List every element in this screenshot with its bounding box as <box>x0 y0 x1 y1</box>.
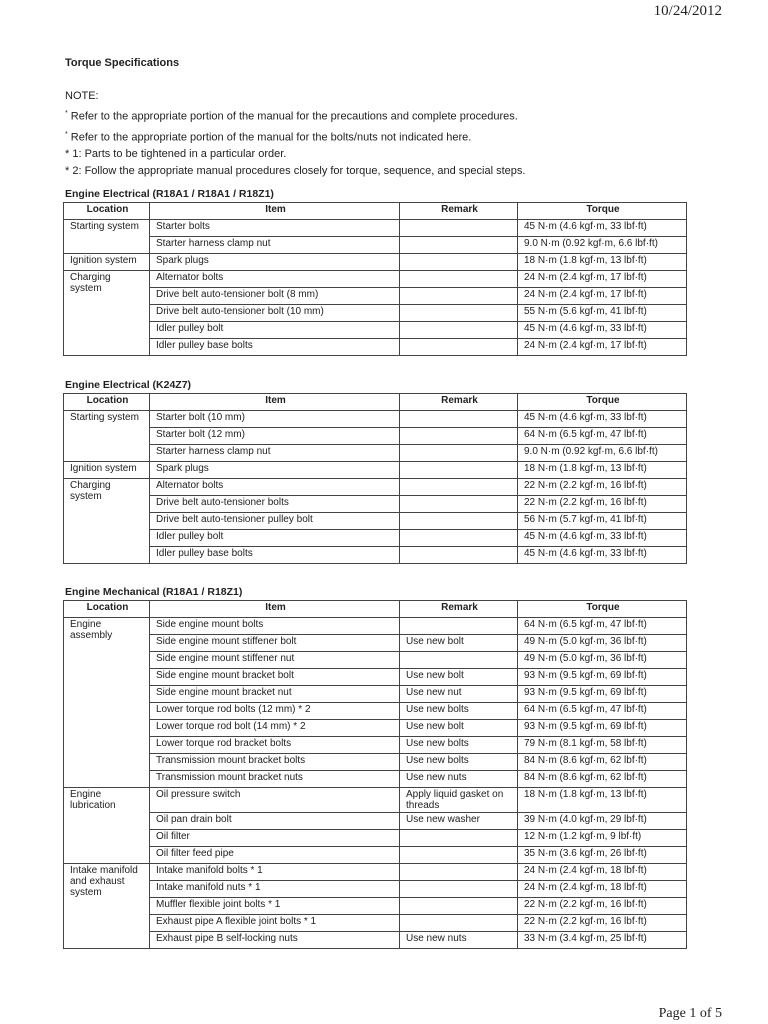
torque-cell: 24 N·m (2.4 kgf·m, 17 lbf·ft) <box>518 339 687 356</box>
item-name: Oil pan drain bolt <box>156 814 232 825</box>
column-header-remark: Remark <box>400 394 518 411</box>
item-name: Muffler flexible joint bolts <box>156 899 266 910</box>
torque-cell: 22 N·m (2.2 kgf·m, 16 lbf·ft) <box>518 898 687 915</box>
item-name: Idler pulley base bolts <box>156 548 253 559</box>
remark-cell <box>400 547 518 564</box>
table-row <box>64 479 687 496</box>
torque-table-engine-mechanical <box>63 600 687 949</box>
torque-cell: 39 N·m (4.0 kgf·m, 29 lbf·ft) <box>518 813 687 830</box>
remark-cell <box>400 652 518 669</box>
table-row <box>64 271 687 288</box>
item-name: Starter harness clamp nut <box>156 446 271 457</box>
torque-cell: 22 N·m (2.2 kgf·m, 16 lbf·ft) <box>518 479 687 496</box>
note-text: Follow the appropriate manual procedures closely for torque, sequence, and special steps. <box>84 165 526 178</box>
torque-cell: 22 N·m (2.2 kgf·m, 16 lbf·ft) <box>518 915 687 932</box>
table-row <box>64 754 687 771</box>
torque-cell: 9.0 N·m (0.92 kgf·m, 6.6 lbf·ft) <box>518 445 687 462</box>
item-name: Side engine mount bracket nut <box>156 687 292 698</box>
torque-cell: 24 N·m (2.4 kgf·m, 17 lbf·ft) <box>518 288 687 305</box>
remark-cell: Apply liquid gasket on threads <box>400 788 518 813</box>
remark-cell: Use new washer <box>400 813 518 830</box>
item-note-mark: * 2 <box>293 721 306 732</box>
torque-cell: 45 N·m (4.6 kgf·m, 33 lbf·ft) <box>518 322 687 339</box>
location-cell: Ignition system <box>64 254 150 271</box>
remark-cell: Use new bolts <box>400 737 518 754</box>
table-row <box>64 737 687 754</box>
table-row <box>64 703 687 720</box>
table-row <box>64 635 687 652</box>
header-row <box>64 601 687 618</box>
remark-cell: Use new nuts <box>400 771 518 788</box>
table-row <box>64 898 687 915</box>
table-row <box>64 915 687 932</box>
table-row <box>64 305 687 322</box>
item-name: Drive belt auto-tensioner bolt (10 mm) <box>156 306 324 317</box>
remark-cell <box>400 271 518 288</box>
item-name: Alternator bolts <box>156 480 224 491</box>
table-row <box>64 788 687 813</box>
item-cell <box>150 686 400 703</box>
item-note-mark: * 2 <box>298 704 311 715</box>
torque-cell: 49 N·m (5.0 kgf·m, 36 lbf·ft) <box>518 635 687 652</box>
column-header-location: Location <box>64 203 150 220</box>
item-name: Oil filter feed pipe <box>156 848 234 859</box>
table-row <box>64 618 687 635</box>
table-header <box>64 394 687 411</box>
item-cell <box>150 428 400 445</box>
remark-cell <box>400 530 518 547</box>
note-heading: NOTE: <box>65 90 99 102</box>
header-row <box>64 394 687 411</box>
section-title: Engine Electrical (K24Z7) <box>65 379 192 391</box>
remark-cell <box>400 462 518 479</box>
notes-block <box>65 88 525 180</box>
header-row <box>64 203 687 220</box>
item-name: Exhaust pipe A flexible joint bolts <box>156 916 302 927</box>
table-row <box>64 547 687 564</box>
torque-cell: 12 N·m (1.2 kgf·m, 9 lbf·ft) <box>518 830 687 847</box>
item-cell <box>150 754 400 771</box>
remark-cell <box>400 496 518 513</box>
torque-cell: 35 N·m (3.6 kgf·m, 26 lbf·ft) <box>518 847 687 864</box>
note-mark: * 1: <box>65 148 82 161</box>
item-cell <box>150 932 400 949</box>
item-name: Exhaust pipe B self-locking nuts <box>156 933 298 944</box>
table-row <box>64 339 687 356</box>
torque-cell: 55 N·m (5.6 kgf·m, 41 lbf·ft) <box>518 305 687 322</box>
table-row <box>64 237 687 254</box>
remark-cell: Use new bolt <box>400 635 518 652</box>
item-name: Spark plugs <box>156 463 209 474</box>
note-text: Refer to the appropriate portion of the manual for the bolts/nuts not indicated here. <box>70 131 472 144</box>
location-cell: Engine lubrication <box>64 788 150 864</box>
table-row <box>64 462 687 479</box>
table-row <box>64 686 687 703</box>
item-name: Starter bolts <box>156 221 210 232</box>
item-cell <box>150 720 400 737</box>
item-cell <box>150 411 400 428</box>
item-cell <box>150 305 400 322</box>
torque-cell: 64 N·m (6.5 kgf·m, 47 lbf·ft) <box>518 428 687 445</box>
torque-cell: 18 N·m (1.8 kgf·m, 13 lbf·ft) <box>518 462 687 479</box>
item-cell <box>150 703 400 720</box>
item-name: Side engine mount stiffener nut <box>156 653 295 664</box>
table-row <box>64 530 687 547</box>
torque-cell: 45 N·m (4.6 kgf·m, 33 lbf·ft) <box>518 411 687 428</box>
torque-cell: 93 N·m (9.5 kgf·m, 69 lbf·ft) <box>518 686 687 703</box>
item-cell <box>150 339 400 356</box>
item-cell <box>150 635 400 652</box>
item-cell <box>150 530 400 547</box>
column-header-location: Location <box>64 394 150 411</box>
table-row <box>64 288 687 305</box>
column-header-location: Location <box>64 601 150 618</box>
remark-cell <box>400 830 518 847</box>
item-name: Starter bolt (10 mm) <box>156 412 245 423</box>
item-name: Idler pulley base bolts <box>156 340 253 351</box>
item-cell <box>150 462 400 479</box>
item-name: Drive belt auto-tensioner pulley bolt <box>156 514 313 525</box>
item-cell <box>150 847 400 864</box>
torque-cell: 84 N·m (8.6 kgf·m, 62 lbf·ft) <box>518 771 687 788</box>
torque-table-engine-electrical-k24 <box>63 393 687 564</box>
item-cell <box>150 237 400 254</box>
item-cell <box>150 652 400 669</box>
remark-cell <box>400 445 518 462</box>
table-row <box>64 813 687 830</box>
item-name: Spark plugs <box>156 255 209 266</box>
table-row <box>64 830 687 847</box>
torque-cell: 49 N·m (5.0 kgf·m, 36 lbf·ft) <box>518 652 687 669</box>
item-cell <box>150 771 400 788</box>
note-mark: * 2: <box>65 165 82 178</box>
note-text: Refer to the appropriate portion of the manual for the precautions and complete procedures. <box>70 110 518 123</box>
table-row <box>64 669 687 686</box>
item-name: Starter harness clamp nut <box>156 238 271 249</box>
table-row <box>64 881 687 898</box>
torque-cell: 64 N·m (6.5 kgf·m, 47 lbf·ft) <box>518 703 687 720</box>
item-name: Intake manifold bolts <box>156 865 248 876</box>
remark-cell <box>400 847 518 864</box>
item-name: Transmission mount bracket bolts <box>156 755 306 766</box>
item-cell <box>150 271 400 288</box>
table-body <box>64 411 687 564</box>
item-cell <box>150 898 400 915</box>
note-mark: * <box>65 130 68 138</box>
remark-cell: Use new bolt <box>400 720 518 737</box>
remark-cell <box>400 428 518 445</box>
print-date: 10/24/2012 <box>653 3 722 19</box>
torque-cell: 45 N·m (4.6 kgf·m, 33 lbf·ft) <box>518 547 687 564</box>
table-row <box>64 322 687 339</box>
item-cell <box>150 618 400 635</box>
column-header-item: Item <box>150 394 400 411</box>
item-name: Intake manifold nuts <box>156 882 246 893</box>
document-title: Torque Specifications <box>65 57 180 69</box>
torque-cell: 18 N·m (1.8 kgf·m, 13 lbf·ft) <box>518 254 687 271</box>
table-row <box>64 445 687 462</box>
table-header <box>64 601 687 618</box>
torque-cell: 79 N·m (8.1 kgf·m, 58 lbf·ft) <box>518 737 687 754</box>
item-name: Transmission mount bracket nuts <box>156 772 303 783</box>
location-cell: Intake manifold and exhaust system <box>64 864 150 949</box>
torque-cell: 93 N·m (9.5 kgf·m, 69 lbf·ft) <box>518 720 687 737</box>
note-mark: * <box>65 110 68 117</box>
item-name: Lower torque rod bolt (14 mm) <box>156 721 291 732</box>
item-cell <box>150 669 400 686</box>
table-row <box>64 847 687 864</box>
torque-cell: 24 N·m (2.4 kgf·m, 18 lbf·ft) <box>518 864 687 881</box>
item-name: Drive belt auto-tensioner bolt (8 mm) <box>156 289 319 300</box>
remark-cell <box>400 864 518 881</box>
table-row <box>64 720 687 737</box>
torque-cell: 45 N·m (4.6 kgf·m, 33 lbf·ft) <box>518 220 687 237</box>
table-row <box>64 411 687 428</box>
remark-cell <box>400 237 518 254</box>
item-note-mark: * 1 <box>248 882 261 893</box>
item-note-mark: * 1 <box>303 916 317 927</box>
item-name: Lower torque rod bracket bolts <box>156 738 292 749</box>
note-text: Parts to be tightened in a particular order. <box>84 148 287 161</box>
location-cell: Engine assembly <box>64 618 150 788</box>
table-row <box>64 652 687 669</box>
item-name: Oil pressure switch <box>156 789 241 800</box>
item-cell <box>150 513 400 530</box>
torque-cell: 56 N·m (5.7 kgf·m, 41 lbf·ft) <box>518 513 687 530</box>
location-cell: Charging system <box>64 479 150 564</box>
page-number: Page 1 of 5 <box>658 1006 722 1021</box>
item-name: Idler pulley bolt <box>156 531 224 542</box>
remark-cell: Use new nut <box>400 686 518 703</box>
item-cell <box>150 788 400 813</box>
item-cell <box>150 915 400 932</box>
table-row <box>64 864 687 881</box>
torque-table-engine-electrical-r18 <box>63 202 687 356</box>
column-header-remark: Remark <box>400 203 518 220</box>
column-header-item: Item <box>150 601 400 618</box>
note-item <box>65 146 525 163</box>
item-name: Alternator bolts <box>156 272 224 283</box>
section-title: Engine Electrical (R18A1 / R18A1 / R18Z1) <box>65 188 274 200</box>
column-header-torque: Torque <box>518 394 687 411</box>
item-cell <box>150 445 400 462</box>
remark-cell <box>400 411 518 428</box>
column-header-item: Item <box>150 203 400 220</box>
remark-cell <box>400 513 518 530</box>
table-row <box>64 513 687 530</box>
remark-cell: Use new bolts <box>400 754 518 771</box>
remark-cell <box>400 479 518 496</box>
item-cell <box>150 496 400 513</box>
item-name: Side engine mount bolts <box>156 619 264 630</box>
item-cell <box>150 322 400 339</box>
note-item <box>65 163 525 180</box>
torque-cell: 24 N·m (2.4 kgf·m, 17 lbf·ft) <box>518 271 687 288</box>
item-cell <box>150 813 400 830</box>
torque-cell: 9.0 N·m (0.92 kgf·m, 6.6 lbf·ft) <box>518 237 687 254</box>
item-name: Drive belt auto-tensioner bolts <box>156 497 289 508</box>
torque-cell: 33 N·m (3.4 kgf·m, 25 lbf·ft) <box>518 932 687 949</box>
item-name: Side engine mount bracket bolt <box>156 670 294 681</box>
remark-cell <box>400 618 518 635</box>
remark-cell: Use new bolt <box>400 669 518 686</box>
item-cell <box>150 479 400 496</box>
remark-cell <box>400 339 518 356</box>
table-body <box>64 618 687 949</box>
column-header-torque: Torque <box>518 203 687 220</box>
item-name: Idler pulley bolt <box>156 323 224 334</box>
table-row <box>64 496 687 513</box>
item-cell <box>150 737 400 754</box>
column-header-remark: Remark <box>400 601 518 618</box>
item-name: Starter bolt (12 mm) <box>156 429 245 440</box>
remark-cell <box>400 288 518 305</box>
column-header-torque: Torque <box>518 601 687 618</box>
note-item <box>65 126 525 147</box>
remark-cell <box>400 254 518 271</box>
item-cell <box>150 864 400 881</box>
torque-cell: 18 N·m (1.8 kgf·m, 13 lbf·ft) <box>518 788 687 813</box>
note-item <box>65 105 525 126</box>
remark-cell <box>400 305 518 322</box>
torque-cell: 45 N·m (4.6 kgf·m, 33 lbf·ft) <box>518 530 687 547</box>
table-row <box>64 254 687 271</box>
remark-cell: Use new nuts <box>400 932 518 949</box>
remark-cell <box>400 915 518 932</box>
table-row <box>64 932 687 949</box>
remark-cell <box>400 898 518 915</box>
remark-cell <box>400 220 518 237</box>
location-cell: Starting system <box>64 411 150 462</box>
item-note-mark: * 1 <box>268 899 281 910</box>
torque-cell: 64 N·m (6.5 kgf·m, 47 lbf·ft) <box>518 618 687 635</box>
table-row <box>64 428 687 445</box>
remark-cell <box>400 881 518 898</box>
item-name: Oil filter <box>156 831 190 842</box>
item-cell <box>150 547 400 564</box>
torque-cell: 24 N·m (2.4 kgf·m, 18 lbf·ft) <box>518 881 687 898</box>
item-name: Lower torque rod bolts (12 mm) <box>156 704 296 715</box>
torque-cell: 22 N·m (2.2 kgf·m, 16 lbf·ft) <box>518 496 687 513</box>
item-note-mark: * 1 <box>250 865 263 876</box>
item-cell <box>150 881 400 898</box>
item-cell <box>150 288 400 305</box>
remark-cell <box>400 322 518 339</box>
table-row <box>64 220 687 237</box>
location-cell: Charging system <box>64 271 150 356</box>
table-header <box>64 203 687 220</box>
item-cell <box>150 830 400 847</box>
location-cell: Starting system <box>64 220 150 254</box>
torque-cell: 84 N·m (8.6 kgf·m, 62 lbf·ft) <box>518 754 687 771</box>
location-cell: Ignition system <box>64 462 150 479</box>
torque-cell: 93 N·m (9.5 kgf·m, 69 lbf·ft) <box>518 669 687 686</box>
remark-cell: Use new bolts <box>400 703 518 720</box>
section-title: Engine Mechanical (R18A1 / R18Z1) <box>65 586 243 598</box>
item-cell <box>150 220 400 237</box>
table-row <box>64 771 687 788</box>
item-name: Side engine mount stiffener bolt <box>156 636 297 647</box>
item-cell <box>150 254 400 271</box>
table-body <box>64 220 687 356</box>
